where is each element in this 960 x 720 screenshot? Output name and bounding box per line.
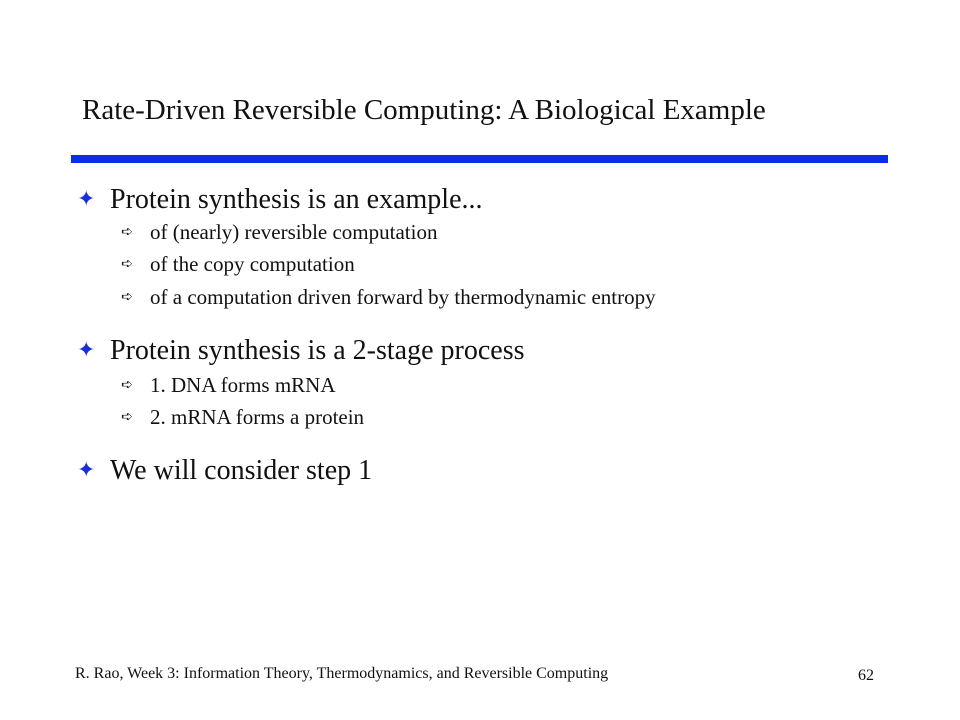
sub-bullet-text: of a computation driven forward by thermodynamic entropy [150,285,656,309]
star-bullet-icon: ✦ [77,338,96,363]
sub-bullet-text: of the copy computation [150,252,355,276]
arrow-bullet-icon: ➪ [121,409,133,425]
sub-bullet-text: 2. mRNA forms a protein [150,405,365,429]
sub-bullet-text: 1. DNA forms mRNA [150,373,336,397]
sub-bullet-text: of (nearly) reversible computation [150,220,438,244]
star-bullet-icon: ✦ [77,187,96,212]
footer-citation: R. Rao, Week 3: Information Theory, Thermodynamics, and Reversible Computing [75,665,609,682]
arrow-bullet-icon: ➪ [121,256,133,272]
bullet-text: Protein synthesis is an example... [110,184,483,215]
slide-title: Rate-Driven Reversible Computing: A Biological Example [82,94,766,126]
arrow-bullet-icon: ➪ [121,377,133,393]
arrow-bullet-icon: ➪ [121,224,133,240]
page-number: 62 [858,667,874,684]
arrow-bullet-icon: ➪ [121,289,133,305]
title-underline-rule [71,155,888,163]
star-bullet-icon: ✦ [77,458,96,483]
bullet-text: Protein synthesis is a 2-stage process [110,335,525,366]
bullet-text: We will consider step 1 [110,455,373,486]
